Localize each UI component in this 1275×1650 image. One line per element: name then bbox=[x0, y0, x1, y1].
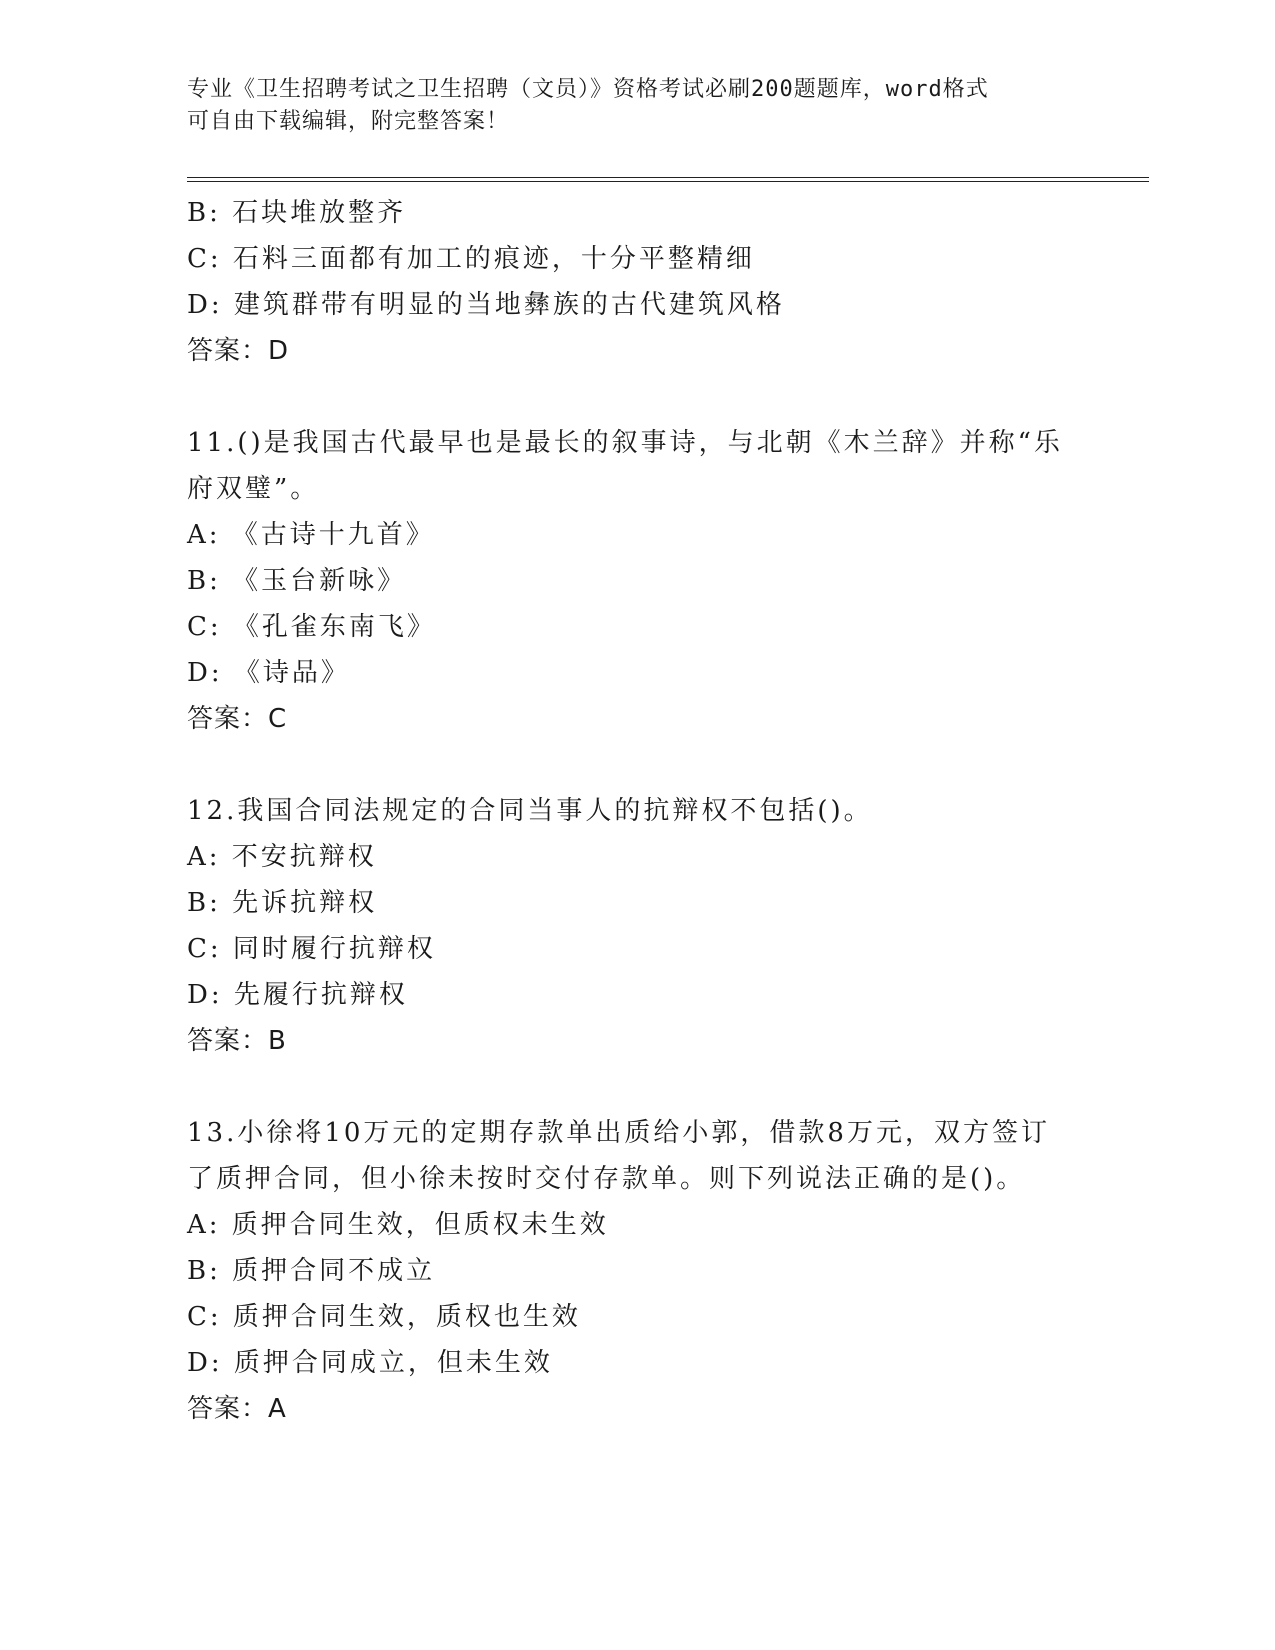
question-10 bbox=[187, 190, 1147, 374]
option-a: A: 不安抗辩权 bbox=[187, 842, 377, 872]
question-list bbox=[187, 190, 1147, 1432]
header-line-2: 可自由下载编辑，附完整答案！ bbox=[187, 109, 510, 134]
option-b: B: 《玉台新咏》 bbox=[187, 566, 407, 596]
option-b: B: 质押合同不成立 bbox=[187, 1256, 436, 1286]
header-line-1: 专业《卫生招聘考试之卫生招聘（文员）》资格考试必刷200题题库，word格式 bbox=[187, 77, 989, 102]
option-a: A: 《古诗十九首》 bbox=[187, 520, 435, 550]
question-stem: 12.我国合同法规定的合同当事人的抗辩权不包括()。 bbox=[187, 796, 873, 826]
spacer bbox=[187, 742, 1147, 788]
question-stem-continued: 府双璧”。 bbox=[187, 474, 320, 504]
spacer bbox=[187, 1064, 1147, 1110]
question-stem: 13.小徐将10万元的定期存款单出质给小郭，借款8万元，双方签订 bbox=[187, 1118, 1050, 1148]
option-a: A: 质押合同生效，但质权未生效 bbox=[187, 1210, 609, 1240]
question-11 bbox=[187, 420, 1147, 742]
option-b: B: 先诉抗辩权 bbox=[187, 888, 378, 918]
option-c: C: 质押合同生效，质权也生效 bbox=[187, 1302, 581, 1332]
header-divider bbox=[187, 177, 1149, 182]
page-header bbox=[187, 74, 1087, 138]
option-c: C: 《孔雀东南飞》 bbox=[187, 612, 436, 642]
option-d: D: 建筑群带有明显的当地彝族的古代建筑风格 bbox=[187, 290, 785, 320]
answer: 答案：D bbox=[187, 336, 290, 366]
answer: 答案：A bbox=[187, 1394, 287, 1424]
question-stem-continued: 了质押合同，但小徐未按时交付存款单。则下列说法正确的是()。 bbox=[187, 1164, 1026, 1194]
answer: 答案：B bbox=[187, 1026, 287, 1056]
option-c: C: 同时履行抗辩权 bbox=[187, 934, 436, 964]
question-13 bbox=[187, 1110, 1147, 1432]
option-d: D: 《诗品》 bbox=[187, 658, 350, 688]
option-d: D: 先履行抗辩权 bbox=[187, 980, 408, 1010]
option-c: C: 石料三面都有加工的痕迹，十分平整精细 bbox=[187, 244, 755, 274]
question-stem: 11.()是我国古代最早也是最长的叙事诗，与北朝《木兰辞》并称“乐 bbox=[187, 428, 1063, 458]
question-12 bbox=[187, 788, 1147, 1064]
option-d: D: 质押合同成立，但未生效 bbox=[187, 1348, 553, 1378]
answer: 答案：C bbox=[187, 704, 288, 734]
spacer bbox=[187, 374, 1147, 420]
option-b: B: 石块堆放整齐 bbox=[187, 198, 407, 228]
